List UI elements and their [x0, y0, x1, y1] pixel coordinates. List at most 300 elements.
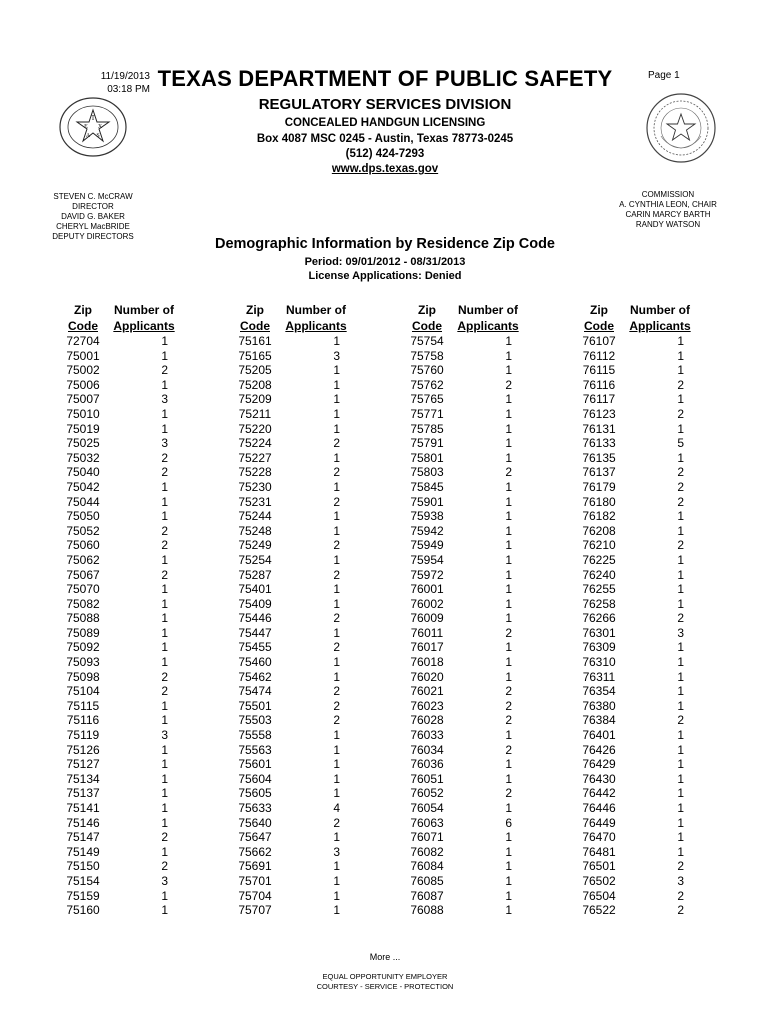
zip-code-cell: 76301: [582, 625, 616, 640]
table-row: [230, 859, 352, 874]
header-text: Applicants: [457, 319, 519, 333]
table-row: [574, 465, 696, 480]
zip-code-cell: 75758: [410, 348, 444, 363]
table-row: [574, 903, 696, 918]
table-row: [58, 611, 180, 626]
table-row: [402, 859, 524, 874]
applicant-count-cell: 1: [505, 538, 512, 553]
table-row: [574, 363, 696, 378]
applicant-count-cell: 2: [161, 669, 168, 684]
page-number: Page 1: [648, 70, 680, 81]
applicant-count-cell: 2: [505, 377, 512, 392]
table-row: [574, 597, 696, 612]
table-row: [402, 509, 524, 524]
table-row: [402, 816, 524, 831]
table-row: [574, 670, 696, 685]
zip-code-cell: 75141: [66, 801, 100, 815]
zip-code-cell: 75771: [410, 406, 444, 421]
applicant-count-cell: 1: [505, 873, 512, 888]
applicant-count-cell: 1: [505, 392, 512, 407]
applicant-count-cell: 1: [161, 377, 168, 392]
applicant-count-cell: 1: [677, 582, 684, 597]
zip-code-cell: 76470: [582, 830, 616, 845]
state-seal: [645, 92, 717, 164]
header-text: Number of: [630, 303, 690, 317]
applicant-count-cell: 1: [677, 684, 684, 699]
zip-code-cell: 75691: [238, 859, 272, 874]
zip-code-cell: 75070: [66, 582, 100, 597]
zip-code-cell: 76034: [410, 742, 444, 757]
zip-code-cell: 76426: [582, 742, 616, 757]
applicant-count-cell: 1: [677, 757, 684, 772]
zip-code-cell: 76135: [582, 450, 616, 465]
applicant-count-cell: 1: [161, 742, 168, 757]
zip-code-cell: 76354: [582, 684, 616, 699]
header-text: Code: [584, 319, 614, 333]
zip-code-cell: 75762: [410, 377, 444, 392]
zip-code-cell: 75220: [238, 421, 272, 436]
applicant-count-cell: 3: [161, 436, 168, 451]
zip-code-cell: 76311: [582, 669, 616, 684]
table-row: [230, 640, 352, 655]
zip-code-cell: 76054: [410, 801, 444, 815]
applicant-count-cell: 1: [333, 406, 340, 421]
applicant-count-cell: 1: [161, 786, 168, 801]
report-date: 11/19/2013: [100, 71, 150, 82]
table-row: [574, 509, 696, 524]
zip-code-cell: 75119: [66, 728, 100, 743]
table-row: [230, 728, 352, 743]
zip-code-cell: 75633: [238, 801, 272, 815]
zip-code-cell: 75093: [66, 655, 100, 670]
table-row: [574, 422, 696, 437]
applicant-count-cell: 2: [677, 538, 684, 553]
table-row: [574, 655, 696, 670]
applicant-count-cell: 1: [677, 421, 684, 436]
seal-letter: S: [96, 133, 100, 139]
zip-code-cell: 75558: [238, 728, 272, 743]
zip-code-cell: 75785: [410, 421, 444, 436]
applicant-count-cell: 1: [333, 582, 340, 597]
table-row: [574, 640, 696, 655]
applicant-count-cell: 2: [333, 698, 340, 713]
table-row: [574, 407, 696, 422]
zip-code-cell: 75134: [66, 771, 100, 786]
zip-code-cell: 76009: [410, 611, 444, 626]
zip-code-cell: 75089: [66, 625, 100, 640]
table-row: [58, 495, 180, 510]
zip-code-cell: 75165: [238, 348, 272, 363]
table-row: [58, 626, 180, 641]
zip-code-cell: 75662: [238, 844, 272, 859]
applicant-count-cell: 2: [505, 742, 512, 757]
table-row: [58, 597, 180, 612]
applicant-count-cell: 1: [505, 523, 512, 538]
zip-code-cell: 76380: [582, 698, 616, 713]
header-text: Number of: [114, 303, 174, 317]
zip-code-cell: 75754: [410, 334, 444, 348]
applicant-count-cell: 1: [505, 582, 512, 597]
table-row: [58, 655, 180, 670]
commission-line: A. CYNTHIA LEON, CHAIR: [619, 200, 717, 209]
zip-code-cell: 76255: [582, 582, 616, 597]
table-row: [574, 859, 696, 874]
table-row: [574, 801, 696, 816]
header-text: Code: [240, 319, 270, 333]
table-row: [58, 392, 180, 407]
zip-code-cell: 76011: [410, 625, 444, 640]
zip-code-cell: 75409: [238, 596, 272, 611]
table-row: [574, 699, 696, 714]
table-row: [230, 451, 352, 466]
zip-code-cell: 75052: [66, 523, 100, 538]
header-text: Code: [412, 319, 442, 333]
zip-code-cell: 76504: [582, 888, 616, 903]
director-line: CHERYL MacBRIDE: [56, 222, 130, 231]
zip-code-cell: 75007: [66, 392, 100, 407]
applicant-count-cell: 1: [161, 757, 168, 772]
column-header: [402, 302, 524, 334]
table-row: [402, 786, 524, 801]
zip-code-cell: 75159: [66, 888, 100, 903]
table-row: [230, 816, 352, 831]
applicant-count-cell: 2: [161, 465, 168, 480]
zip-code-cell: 75149: [66, 844, 100, 859]
zip-code-cell: 76502: [582, 873, 616, 888]
zip-code-cell: 76266: [582, 611, 616, 626]
table-row: [230, 611, 352, 626]
table-row: [402, 378, 524, 393]
table-row: [402, 436, 524, 451]
table-row: [574, 553, 696, 568]
zip-code-cell: 76001: [410, 582, 444, 597]
applicant-count-cell: 1: [333, 596, 340, 611]
table-row: [230, 422, 352, 437]
applicant-count-cell: 2: [677, 888, 684, 903]
applicant-count-cell: 2: [161, 523, 168, 538]
table-row: [58, 801, 180, 816]
table-row: [230, 378, 352, 393]
zip-code-cell: 75001: [66, 348, 100, 363]
applicant-count-cell: 4: [333, 801, 340, 815]
applicant-count-cell: 1: [505, 567, 512, 582]
table-row: [230, 436, 352, 451]
applicant-count-cell: 2: [333, 465, 340, 480]
applicant-count-cell: 2: [161, 830, 168, 845]
table-row: [574, 757, 696, 772]
zip-code-cell: 75563: [238, 742, 272, 757]
zip-code-cell: 76309: [582, 640, 616, 655]
table-row: [58, 903, 180, 918]
zip-code-cell: 75455: [238, 640, 272, 655]
table-row: [402, 684, 524, 699]
table-row: [230, 699, 352, 714]
zip-code-cell: 75460: [238, 655, 272, 670]
table-row: [402, 422, 524, 437]
table-row: [230, 524, 352, 539]
table-row: [574, 772, 696, 787]
table-row: [58, 845, 180, 860]
table-row: [230, 509, 352, 524]
table-row: [230, 568, 352, 583]
applicant-count-cell: 1: [161, 801, 168, 815]
table-row: [402, 801, 524, 816]
table-row: [402, 480, 524, 495]
zip-code-cell: 76115: [582, 363, 616, 378]
table-row: [58, 451, 180, 466]
director-line: STEVEN C. McCRAW: [53, 192, 133, 201]
applicant-count-cell: 1: [333, 728, 340, 743]
zip-code-cell: 75116: [66, 713, 100, 728]
zip-code-cell: 76087: [410, 888, 444, 903]
zip-code-cell: 75137: [66, 786, 100, 801]
zip-code-cell: 76446: [582, 801, 616, 815]
applicant-count-cell: 1: [333, 523, 340, 538]
zip-code-cell: 76225: [582, 552, 616, 567]
table-row: [230, 772, 352, 787]
seal-letter: X: [97, 124, 103, 130]
applicants-header: [108, 302, 180, 334]
zip-code-cell: 75601: [238, 757, 272, 772]
report-subtitle: License Applications: Denied: [308, 270, 462, 282]
table-row: [230, 626, 352, 641]
applicant-count-cell: 1: [333, 552, 340, 567]
zip-code-cell: 76401: [582, 728, 616, 743]
table-row: [58, 538, 180, 553]
zip-code-cell: 75938: [410, 509, 444, 524]
zip-code-cell: 76051: [410, 771, 444, 786]
table-row: [574, 392, 696, 407]
zip-code-cell: 75949: [410, 538, 444, 553]
applicant-count-cell: 1: [333, 669, 340, 684]
zip-code-cell: 75126: [66, 742, 100, 757]
table-row: [58, 743, 180, 758]
applicant-count-cell: 1: [161, 582, 168, 597]
zip-code-cell: 75104: [66, 684, 100, 699]
table-row: [230, 495, 352, 510]
zip-code-cell: 75060: [66, 538, 100, 553]
applicant-count-cell: 1: [333, 830, 340, 845]
zip-code-header: [58, 302, 108, 334]
zip-code-cell: 75002: [66, 363, 100, 378]
table-row: [402, 465, 524, 480]
table-row: [402, 713, 524, 728]
applicant-count-cell: 1: [333, 859, 340, 874]
table-row: [574, 611, 696, 626]
applicant-count-cell: 1: [161, 494, 168, 509]
applicant-count-cell: 1: [505, 859, 512, 874]
table-row: [230, 743, 352, 758]
table-row: [230, 845, 352, 860]
applicant-count-cell: 1: [161, 844, 168, 859]
applicant-count-cell: 1: [505, 596, 512, 611]
table-row: [402, 495, 524, 510]
footer: [0, 972, 770, 992]
applicant-count-cell: 2: [505, 786, 512, 801]
report-time: 03:18 PM: [107, 84, 150, 95]
zip-code-cell: 75146: [66, 815, 100, 830]
applicant-count-cell: 2: [677, 611, 684, 626]
applicant-count-cell: 2: [505, 698, 512, 713]
applicant-count-cell: 1: [677, 552, 684, 567]
applicant-count-cell: 1: [677, 509, 684, 524]
applicant-count-cell: 1: [505, 334, 512, 348]
applicant-count-cell: 3: [161, 392, 168, 407]
zip-code-cell: 75010: [66, 406, 100, 421]
applicant-count-cell: 2: [333, 538, 340, 553]
zip-code-cell: 76384: [582, 713, 616, 728]
zip-code-cell: 76107: [582, 334, 616, 348]
table-row: [58, 436, 180, 451]
table-row: [574, 451, 696, 466]
applicant-count-cell: 2: [505, 625, 512, 640]
table-row: [230, 407, 352, 422]
table-row: [402, 626, 524, 641]
table-row: [574, 524, 696, 539]
zip-code-cell: 76182: [582, 509, 616, 524]
table-row: [402, 451, 524, 466]
applicant-count-cell: 1: [505, 348, 512, 363]
table-row: [402, 772, 524, 787]
table-row: [574, 728, 696, 743]
table-row: [574, 743, 696, 758]
applicant-count-cell: 3: [333, 348, 340, 363]
applicant-count-cell: 1: [333, 873, 340, 888]
zip-code-cell: 76028: [410, 713, 444, 728]
zip-code-cell: 75082: [66, 596, 100, 611]
applicant-count-cell: 1: [677, 669, 684, 684]
applicant-count-cell: 1: [333, 888, 340, 903]
table-row: [58, 407, 180, 422]
zip-code-header: [230, 302, 280, 334]
zip-code-cell: 75044: [66, 494, 100, 509]
table-row: [58, 378, 180, 393]
applicant-count-cell: 1: [333, 334, 340, 348]
commission-list: [602, 190, 734, 230]
applicant-count-cell: 1: [677, 815, 684, 830]
table-row: [574, 334, 696, 349]
applicant-count-cell: 2: [505, 465, 512, 480]
table-row: [402, 568, 524, 583]
applicant-count-cell: 2: [161, 363, 168, 378]
footer-line: EQUAL OPPORTUNITY EMPLOYER: [322, 972, 448, 981]
applicant-count-cell: 6: [505, 815, 512, 830]
zip-code-cell: 75248: [238, 523, 272, 538]
division-name: REGULATORY SERVICES DIVISION: [258, 96, 512, 113]
zip-code-cell: 76023: [410, 698, 444, 713]
applicant-count-cell: 2: [333, 713, 340, 728]
applicant-count-cell: 1: [505, 479, 512, 494]
zip-code-cell: 75604: [238, 771, 272, 786]
directors-list: [34, 192, 152, 242]
zip-code-cell: 76063: [410, 815, 444, 830]
applicant-count-cell: 1: [677, 567, 684, 582]
applicant-count-cell: 2: [161, 684, 168, 699]
applicant-count-cell: 1: [505, 640, 512, 655]
zip-code-cell: 76020: [410, 669, 444, 684]
zip-code-cell: 76002: [410, 596, 444, 611]
applicant-count-cell: 1: [505, 436, 512, 451]
zip-code-cell: 75446: [238, 611, 272, 626]
applicant-count-cell: 1: [505, 903, 512, 918]
table-row: [230, 903, 352, 918]
table-row: [574, 845, 696, 860]
table-row: [230, 830, 352, 845]
zip-code-cell: 75704: [238, 888, 272, 903]
zip-code-cell: 75954: [410, 552, 444, 567]
applicant-count-cell: 1: [677, 450, 684, 465]
commission-line: RANDY WATSON: [635, 220, 701, 229]
table-row: [58, 422, 180, 437]
table-row: [230, 757, 352, 772]
applicant-count-cell: 1: [677, 742, 684, 757]
applicant-count-cell: 1: [161, 509, 168, 524]
applicant-count-cell: 1: [161, 888, 168, 903]
applicant-count-cell: 1: [333, 655, 340, 670]
zip-code-cell: 76123: [582, 406, 616, 421]
applicant-count-cell: 1: [161, 771, 168, 786]
zip-code-cell: 75901: [410, 494, 444, 509]
zip-code-cell: 76501: [582, 859, 616, 874]
zip-code-cell: 76112: [582, 348, 616, 363]
zip-code-cell: 75150: [66, 859, 100, 874]
website-link[interactable]: www.dps.texas.gov: [331, 163, 439, 175]
applicant-count-cell: 1: [161, 552, 168, 567]
table-row: [402, 392, 524, 407]
applicant-count-cell: 2: [333, 611, 340, 626]
table-row: [58, 553, 180, 568]
zip-code-cell: 76017: [410, 640, 444, 655]
applicants-header: [624, 302, 696, 334]
table-row: [58, 640, 180, 655]
applicant-count-cell: 1: [161, 406, 168, 421]
zip-code-cell: 76180: [582, 494, 616, 509]
footer-line: COURTESY - SERVICE - PROTECTION: [316, 982, 454, 991]
zip-code-cell: 76208: [582, 523, 616, 538]
applicant-count-cell: 1: [505, 655, 512, 670]
table-row: [58, 684, 180, 699]
table-row: [58, 582, 180, 597]
table-row: [402, 757, 524, 772]
zip-code-cell: 75154: [66, 873, 100, 888]
table-row: [230, 684, 352, 699]
table-row: [58, 568, 180, 583]
zip-code-cell: 76449: [582, 815, 616, 830]
applicant-count-cell: 1: [505, 801, 512, 815]
zip-code-cell: 76137: [582, 465, 616, 480]
zip-code-cell: 72704: [66, 334, 100, 348]
applicant-count-cell: 1: [161, 655, 168, 670]
table-row: [402, 538, 524, 553]
applicant-count-cell: 1: [333, 786, 340, 801]
applicant-count-cell: 1: [677, 640, 684, 655]
zip-code-cell: 75801: [410, 450, 444, 465]
table-column: [574, 302, 696, 918]
applicant-count-cell: 1: [333, 903, 340, 918]
applicant-count-cell: 1: [161, 815, 168, 830]
applicant-count-cell: 1: [161, 596, 168, 611]
table-row: [58, 699, 180, 714]
table-row: [402, 334, 524, 349]
table-row: [58, 509, 180, 524]
zip-code-cell: 75228: [238, 465, 272, 480]
applicant-count-cell: 2: [677, 903, 684, 918]
table-row: [402, 830, 524, 845]
header-text: Zip: [590, 303, 608, 317]
applicant-count-cell: 1: [333, 771, 340, 786]
applicant-count-cell: 2: [333, 640, 340, 655]
zip-code-cell: 76084: [410, 859, 444, 874]
